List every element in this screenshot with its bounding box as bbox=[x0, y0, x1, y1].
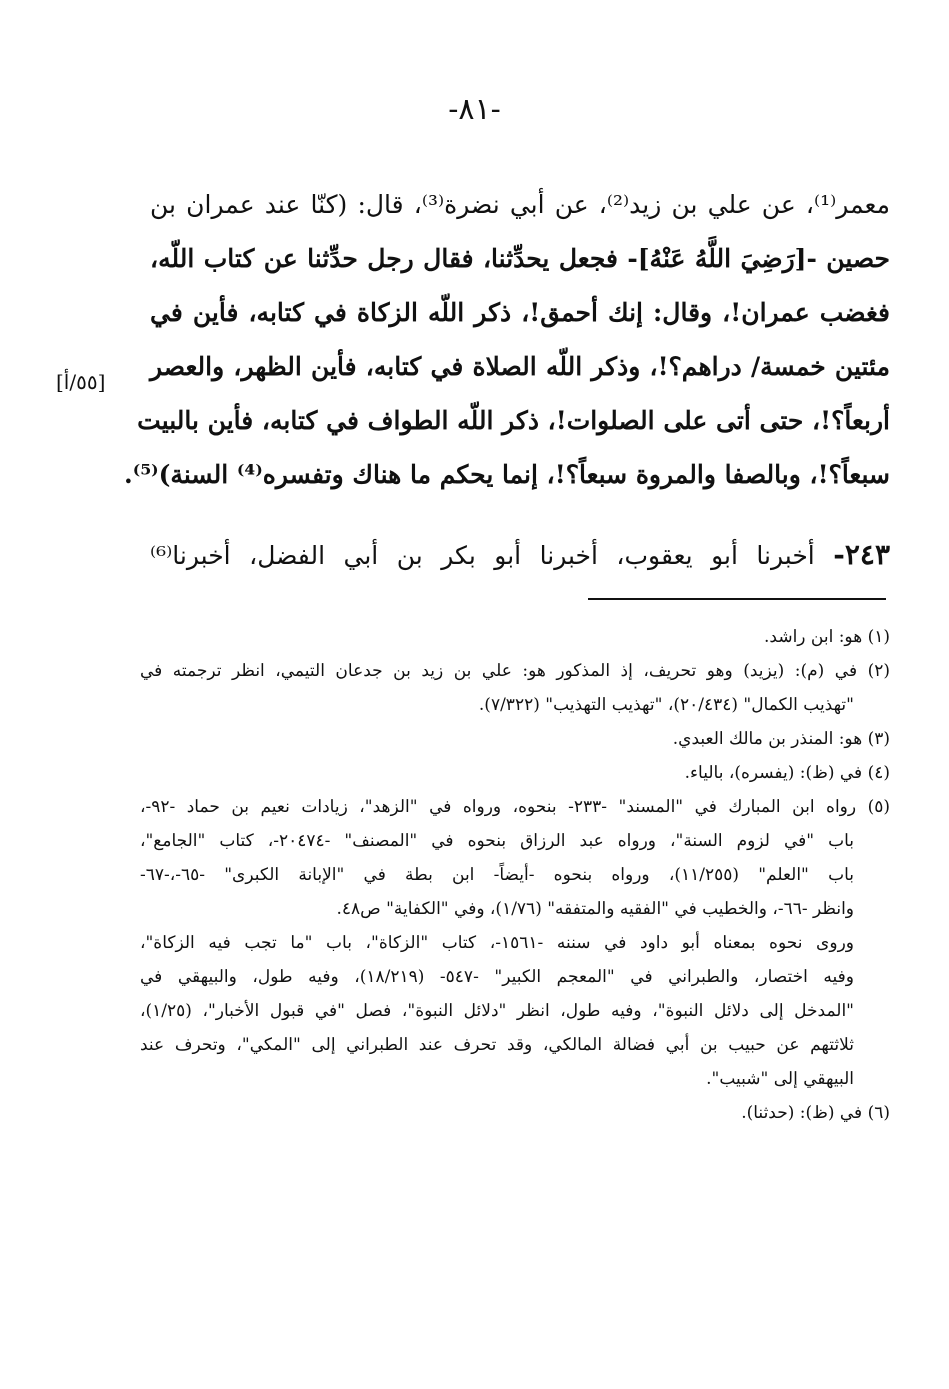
footnote-line: "المدخل إلى دلائل النبوة"، وفيه طول، انظر "دلائل النبوة"، فصل "في قبول الأخبار"، (١/٢٥)، bbox=[140, 1001, 854, 1021]
margin-manuscript-reference: [٥٥/أ] bbox=[56, 370, 106, 394]
page-number: -٨١- bbox=[448, 92, 501, 127]
footnote-line: ثلاثتهم عن حبيب بن أبي فضالة المالكي، وقد تحرف عند الطبراني إلى "المكي"، وتحرف عند bbox=[140, 1035, 854, 1055]
main-text-line: سبعاً؟!، وبالصفا والمروة سبعاً؟!، إنما يحكم ما هناك وتفسره⁽⁴⁾ السنة)⁽⁵⁾. bbox=[124, 460, 890, 489]
main-text-line: معمر⁽¹⁾، عن علي بن زيد⁽²⁾، عن أبي نضرة⁽³⁾، قال: (كنّا عند عمران بن bbox=[150, 190, 890, 219]
footnote-line: (٣) هو: المنذر بن مالك العبدي. bbox=[672, 729, 890, 749]
main-text bbox=[124, 178, 890, 502]
footnote-line: (١) هو: ابن راشد. bbox=[764, 627, 890, 647]
footnote-line: (٢) في (م): (يزيد) وهو تحريف، إذ المذكور هو: علي بن زيد بن جدعان التيمي، انظر ترجمته في bbox=[140, 661, 890, 681]
footnotes bbox=[140, 620, 890, 1130]
main-text-line: مئتين خمسة/ دراهم؟!، وذكر اللّه الصلاة في كتابه، فأين الظهر، والعصر bbox=[150, 352, 890, 381]
footnote-line: وفيه اختصار، والطبراني في "المعجم الكبير" -٥٤٧- (١٨/٢١٩)، وفيه طول، والبيهقي في bbox=[140, 967, 854, 987]
main-text-line: فغضب عمران!، وقال: إنك أحمق!، ذكر اللّه الزكاة في كتابه، فأين في bbox=[150, 298, 890, 327]
footnote-line: وروى نحوه بمعناه أبو داود في سننه -١٥٦١-، كتاب "الزكاة"، باب "ما تجب فيه الزكاة"، bbox=[140, 933, 854, 953]
footnote-line: باب "في لزوم السنة"، ورواه عبد الرزاق بنحوه في "المصنف" -٢٠٤٧٤-، كتاب "الجامع"، bbox=[140, 831, 854, 851]
footnote-line: وانظر -٦٦-، والخطيب في "الفقيه والمتفقه" (١/٧٦)، وفي "الكفاية" ص٤٨. bbox=[336, 899, 854, 919]
footnote-line: (٦) في (ظ): (حدثنا). bbox=[741, 1103, 890, 1123]
main-text-line: حصين -[رَضِيَ اللَّهُ عَنْهُ]- فجعل يحدِّثنا، فقال رجل حدِّثنا عن كتاب اللّه، bbox=[150, 244, 890, 273]
hadith-isnad-text: أخبرنا أبو يعقوب، أخبرنا أبو بكر بن أبي الفضل، أخبرنا⁽⁶⁾ bbox=[150, 541, 815, 570]
hadith-number: ٢٤٣- bbox=[833, 538, 890, 571]
footnote-line: البيهقي إلى "شبيب". bbox=[706, 1069, 854, 1089]
footnote-line: باب "العلم" (١١/٢٥٥)، ورواه بنحوه -أيضاً- ابن بطة في "الإبانة الكبرى" -٦٥-،-٦٧- bbox=[140, 865, 854, 885]
footnote-line: "تهذيب الكمال" (٢٠/٤٣٤)، "تهذيب التهذيب" (٧/٣٢٢). bbox=[478, 695, 854, 715]
footnote-separator bbox=[588, 598, 886, 600]
footnote-line: (٥) رواه ابن المبارك في "المسند" -٢٣٣- بنحوه، ورواه في "الزهد"، زيادات نعيم بن حماد -٩٢-، bbox=[140, 797, 891, 817]
hadith-opening-line bbox=[150, 532, 890, 579]
main-text-line: أربعاً؟!، حتى أتى على الصلوات!، ذكر اللّه الطواف في كتابه، فأين بالبيت bbox=[137, 406, 890, 435]
footnote-line: (٤) في (ظ): (يفسره)، بالياء. bbox=[684, 763, 890, 783]
